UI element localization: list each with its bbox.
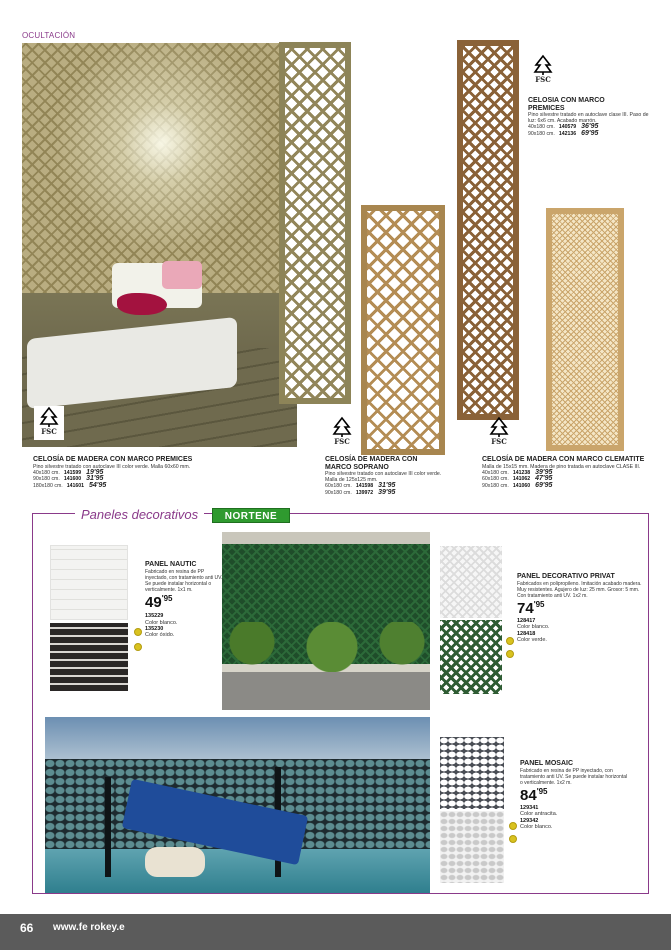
- color-badge-icon: [509, 822, 517, 830]
- product-title: CELOSÍA DE MADERA CON MARCO SOPRANO: [325, 456, 418, 471]
- variant-color: Color blanco.: [145, 619, 178, 626]
- product-price: $49^{'95}$: [145, 594, 173, 612]
- product-description: Pino silvestre tratado en autoclave clase III. Paso de luz: 6x6 cm. Acabado marrón.: [528, 112, 649, 125]
- panel-nautic-white-swatch: [50, 545, 128, 620]
- product-celosia-clematite: [482, 456, 657, 489]
- product-title: PANEL MOSAIC: [520, 760, 574, 767]
- section-label: OCULTACIÓN: [22, 31, 76, 40]
- page-number: 66: [20, 921, 34, 935]
- product-title: PANEL DECORATIVO PRIVAT: [517, 573, 615, 580]
- panel-privat-green-swatch: [440, 620, 502, 694]
- lattice-soprano-image: [361, 205, 445, 455]
- color-badge-icon: [506, 637, 514, 645]
- fsc-logo-icon: FSC: [327, 416, 357, 450]
- ref-row: 90x180 cm. 141600 31'95: [33, 475, 104, 483]
- website-link[interactable]: www.fe rokey.e: [53, 922, 125, 933]
- color-badge-icon: [509, 835, 517, 843]
- panel-mosaic-white-swatch: [440, 811, 504, 883]
- ref-row: 60x180 cm. 141062 47'95: [482, 475, 553, 483]
- product-title: CELOSÍA DE MADERA CON MARCO CLEMATITE: [482, 456, 645, 463]
- ref-row: 40x180 cm. 141238 39'95: [482, 468, 553, 476]
- color-badge-icon: [134, 628, 142, 636]
- lattice-premices-brown-image: [457, 40, 519, 420]
- variant: 129341: [520, 805, 539, 812]
- fsc-logo-icon: FSC: [484, 416, 514, 450]
- product-description: Malla de 15x15 mm. Madera de pino tratada en autoclave CLASE III.: [482, 463, 641, 470]
- product-panel-nautic: [145, 561, 223, 639]
- variant: 128417: [517, 618, 536, 625]
- garden-privat-photo: [222, 532, 430, 710]
- variant-color: Color blanco.: [520, 824, 553, 830]
- product-description: Fabricados en polipropileno. Imitación acabado madera. Muy resistentes. Agujero de luz: 25 mm. Grosor: 5 mm. Con tratamiento anti UV. 1x2 m.: [517, 580, 642, 599]
- ref-row: 40x180 cm. 140579 36'95: [528, 123, 599, 131]
- ref-row: 90x180 cm. 139972 39'95: [325, 488, 396, 496]
- variant-color: Color verde.: [517, 637, 547, 643]
- color-badge-icon: [506, 650, 514, 658]
- ref-row: 90x180 cm. 141060 69'95: [482, 481, 553, 489]
- product-celosia-soprano: [325, 456, 455, 496]
- variant-color: Color óxido.: [145, 632, 175, 639]
- fsc-logo-icon: FSC: [528, 54, 558, 88]
- product-price: $74^{'95}$: [517, 600, 545, 618]
- ref-row: 40x180 cm. 141599 19'95: [33, 468, 104, 476]
- product-description: Pino silvestre tratado con autoclave III color verde. Malla de 125x125 mm.: [325, 471, 442, 484]
- panel-mosaic-anthracite-swatch: [440, 737, 504, 809]
- product-title: CELOSIA CON MARCO PREMICES: [528, 97, 605, 112]
- product-description: Fabricado en resina de PP inyectado, con tratamiento anti UV. Se puede instalar horizontal o verticalmente. 1x1 m.: [145, 568, 223, 594]
- lattice-premices-green-image: [279, 42, 351, 404]
- color-badge-icon: [134, 643, 142, 651]
- panel-privat-white-swatch: [440, 546, 502, 618]
- variant: 135230: [145, 625, 164, 632]
- variant: 128418: [517, 630, 536, 637]
- product-description: Fabricado en resina de PP inyectado, con tratamiento anti UV. Se puede instalar horizontal o verticalmente. 1x2 m.: [520, 767, 628, 786]
- product-price: $84^{'95}$: [520, 787, 548, 805]
- product-celosia-premices: [33, 456, 233, 489]
- ref-row: 60x180 cm. 141598 31'95: [325, 482, 396, 490]
- variant: 135229: [145, 613, 164, 620]
- pool-mosaic-photo: [45, 717, 430, 893]
- product-title: CELOSÍA DE MADERA CON MARCO PREMICES: [33, 456, 193, 463]
- pergola-photo: [22, 43, 297, 447]
- variant: 129342: [520, 817, 539, 824]
- lattice-clematite-image: [546, 208, 624, 451]
- product-celosia-premices-marron: [528, 97, 653, 137]
- fsc-logo-icon: FSC: [34, 406, 64, 440]
- nortene-brand-logo: NORTENE: [212, 508, 290, 523]
- panel-nautic-dark-swatch: [50, 623, 128, 691]
- ref-row: 180x180 cm. 141601 54'95: [33, 481, 107, 489]
- variant-color: Color blanco.: [517, 624, 550, 631]
- product-panel-privat: [517, 573, 642, 643]
- product-title: PANEL NAUTIC: [145, 561, 197, 568]
- variant-color: Color antracita.: [520, 811, 558, 818]
- product-panel-mosaic: [520, 760, 630, 830]
- product-description: Pino silvestre tratado con autoclave III color verde. Malla 60x60 mm.: [33, 463, 191, 470]
- ref-row: 90x180 cm. 142136 69'95: [528, 129, 599, 137]
- decorative-panels-title: Paneles decorativos: [75, 507, 204, 522]
